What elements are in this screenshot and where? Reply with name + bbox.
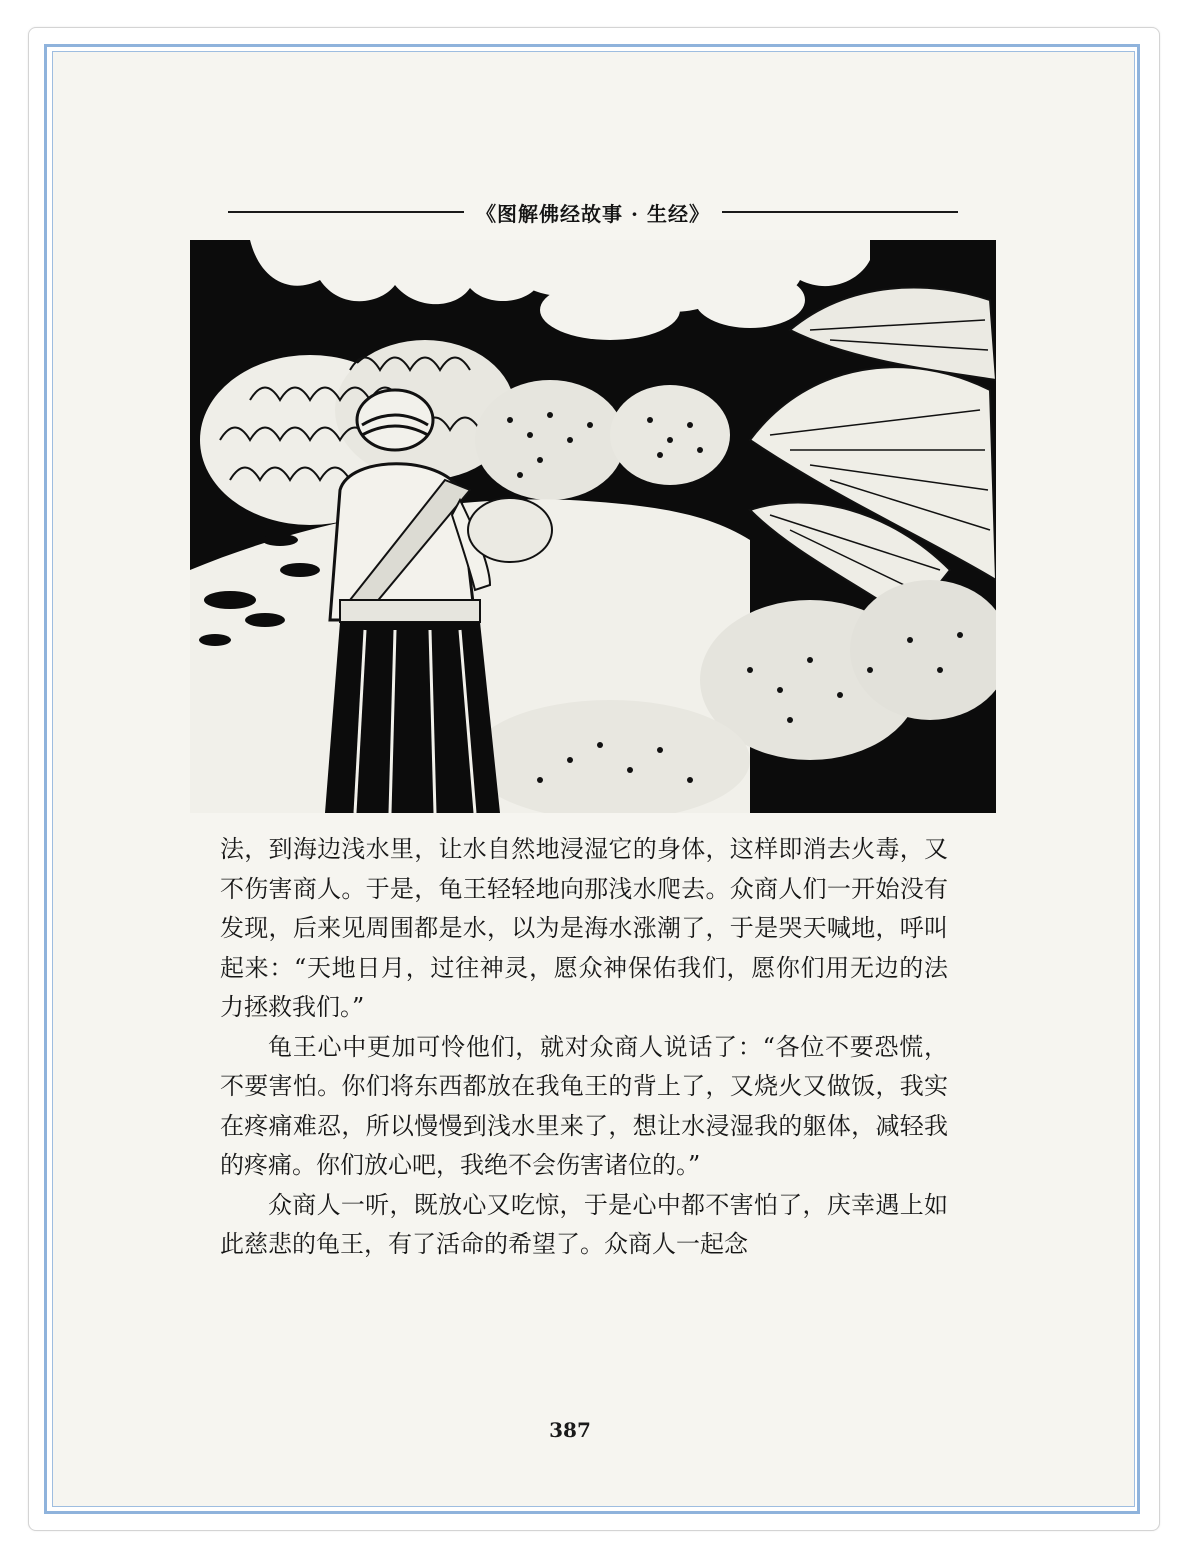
body-text (220, 830, 948, 1265)
running-head-rule-right (722, 211, 958, 213)
paragraph-1: 法，到海边浅水里，让水自然地浸湿它的身体，这样即消去火毒，又不伤害商人。于是，龟王轻轻地向那浅水爬去。众商人们一开始没有发现，后来见周围都是水，以为是海水涨潮了，于是哭天喊地，呼叫起来：“天地日月，过往神灵，愿众神保佑我们，愿你们用无边的法力拯救我们。” (220, 835, 948, 1021)
running-head (228, 196, 958, 228)
paragraph-2: 龟王心中更加可怜他们，就对众商人说话了：“各位不要恐慌，不要害怕。你们将东西都放在我龟王的背上了，又烧火又做饭，我实在疼痛难忍，所以慢慢到浅水里来了，想让水浸湿我的躯体，减轻我的疼痛。你们放心吧，我绝不会伤害诸位的。” (220, 1032, 948, 1179)
page-number: 387 (549, 1418, 591, 1442)
illustration-art (190, 240, 996, 813)
illustration (190, 240, 996, 813)
paragraph-3: 众商人一听，既放心又吃惊，于是心中都不害怕了，庆幸遇上如此慈悲的龟王，有了活命的希望了。众商人一起念 (220, 1190, 948, 1258)
running-title: 《图解佛经故事 · 生经》 (476, 201, 710, 226)
running-head-rule-left (228, 211, 464, 213)
